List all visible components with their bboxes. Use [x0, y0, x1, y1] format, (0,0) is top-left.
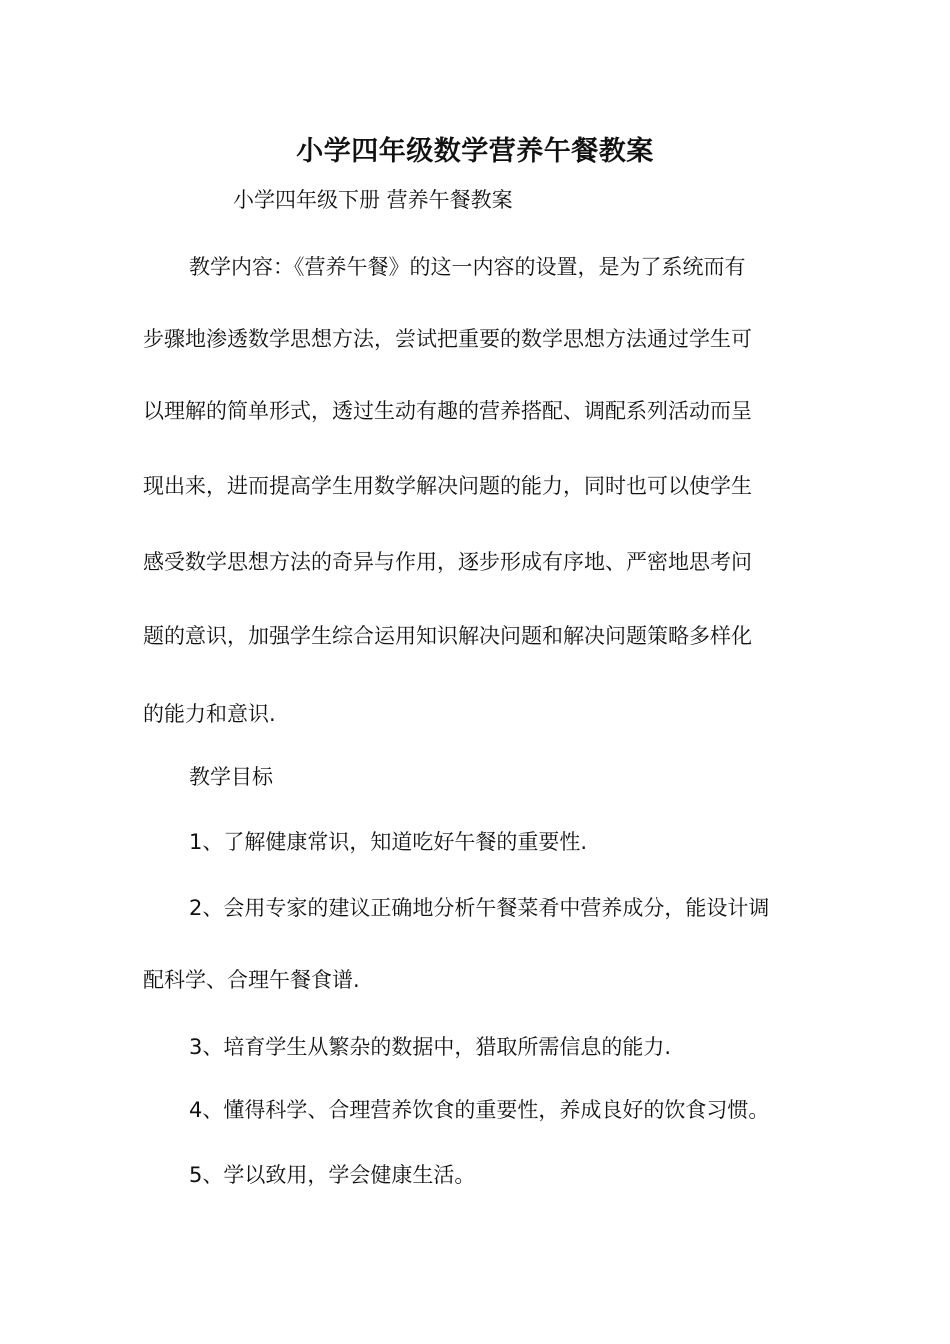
goal-item: 3、培育学生从繁杂的数据中，猎取所需信息的能力. [189, 1035, 672, 1059]
content-line: 步骤地渗透数学思想方法，尝试把重要的数学思想方法通过学生可 [143, 327, 752, 351]
content-line: 以理解的简单形式，透过生动有趣的营养搭配、调配系列活动而呈 [143, 399, 752, 423]
content-line: 题的意识，加强学生综合运用知识解决问题和解决问题策略多样化 [143, 624, 752, 648]
goal-item: 1、了解健康常识，知道吃好午餐的重要性. [189, 830, 588, 854]
goal-item: 配科学、合理午餐食谱. [143, 968, 360, 992]
goal-item: 4、懂得科学、合理营养饮食的重要性，养成良好的饮食习惯。 [189, 1098, 770, 1122]
goals-heading: 教学目标 [189, 765, 273, 789]
document-title: 小学四年级数学营养午餐教案 [296, 136, 654, 167]
goal-item: 2、会用专家的建议正确地分析午餐菜肴中营养成分，能设计调 [189, 896, 770, 920]
document-subtitle: 小学四年级下册 营养午餐教案 [233, 188, 513, 212]
content-line: 现出来，进而提高学生用数学解决问题的能力，同时也可以使学生 [143, 474, 752, 498]
goal-item: 5、学以致用，学会健康生活。 [189, 1163, 476, 1187]
content-line: 感受数学思想方法的奇异与作用，逐步形成有序地、严密地思考问 [143, 550, 752, 574]
content-line: 的能力和意识. [143, 702, 276, 726]
content-line: 教学内容：《营养午餐》的这一内容的设置，是为了系统而有 [189, 255, 746, 279]
